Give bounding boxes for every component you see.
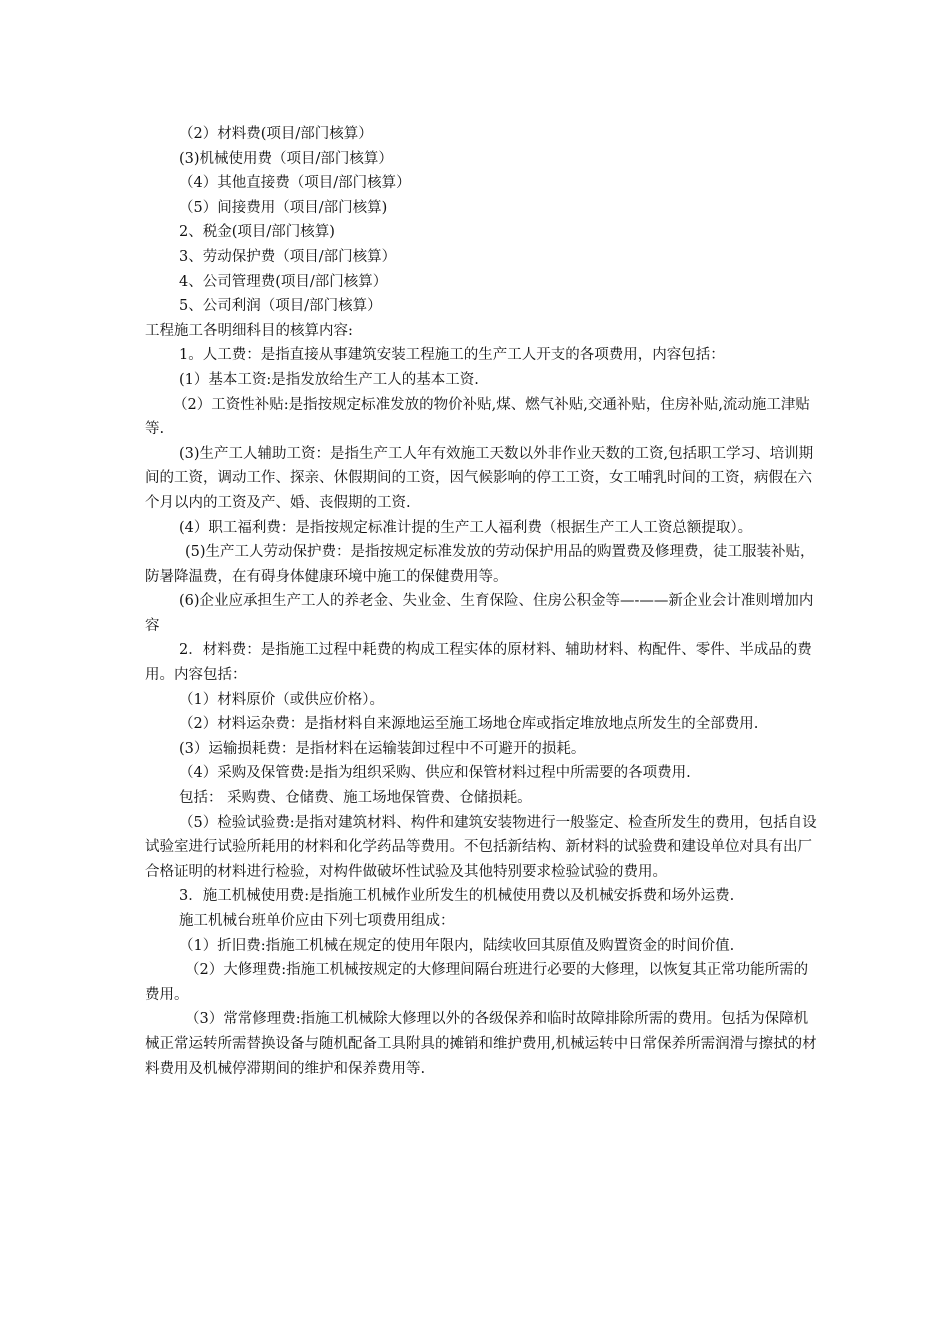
paragraph: (6)企业应承担生产工人的养老金、失业金、生育保险、住房公积金等—-——新企业会计准则增加内容 bbox=[145, 593, 814, 634]
paragraph: （2）大修理费:指施工机械按规定的大修理间隔台班进行必要的大修理，以恢复其正常功能所需的费用。 bbox=[145, 962, 809, 1003]
paragraph: (5)生产工人劳动保护费：是指按规定标准发放的劳动保护用品的购置费及修理费，徒工服装补贴，防暑降温费，在有碍身体健康环境中施工的保健费用等。 bbox=[145, 544, 815, 585]
list-item: （4）其他直接费（项目/部门核算） bbox=[179, 175, 411, 192]
paragraph: (4）职工福利费：是指按规定标准计提的生产工人福利费（根据生产工人工资总额提取）。 bbox=[179, 519, 753, 536]
paragraph: 包括： 采购费、仓储费、施工场地保管费、仓储损耗。 bbox=[179, 790, 532, 807]
paragraph: 3．施工机械使用费:是指施工机械作业所发生的机械使用费以及机械安拆费和场外运费. bbox=[179, 888, 735, 905]
list-item: 2、税金(项目/部门核算) bbox=[179, 224, 335, 241]
paragraph: 2．材料费：是指施工过程中耗费的构成工程实体的原材料、辅助材料、构配件、零件、半成品的费用。内容包括： bbox=[145, 642, 812, 684]
paragraph: 施工机械台班单价应由下列七项费用组成： bbox=[179, 913, 455, 929]
paragraph: 1。人工费：是指直接从事建筑安装工程施工的生产工人开支的各项费用，内容包括： bbox=[179, 347, 725, 364]
list-item: 4、公司管理费(项目/部门核算） bbox=[179, 273, 388, 290]
paragraph: (3）运输损耗费：是指材料在运输装卸过程中不可避开的损耗。 bbox=[179, 740, 586, 757]
list-item: 3、劳动保护费（项目/部门核算） bbox=[179, 248, 397, 265]
list-item: （5）间接费用（项目/部门核算) bbox=[179, 199, 388, 216]
list-item: 5、公司利润（项目/部门核算） bbox=[179, 298, 382, 315]
document-body bbox=[145, 122, 817, 1081]
paragraph: （1）材料原价（或供应价格）。 bbox=[179, 691, 384, 708]
paragraph: （3）常常修理费:指施工机械除大修理以外的各级保养和临时故障排除所需的费用。包括为保障机械正常运转所需替换设备与随机配备工具附具的摊销和维护费用,机械运转中日常保养所需润滑与擦拭的材料费用及机械停滞期间的维护和保养费用等. bbox=[145, 1011, 817, 1077]
paragraph: (1）基本工资:是指发放给生产工人的基本工资. bbox=[179, 371, 479, 388]
list-item: (3)机械使用费（项目/部门核算） bbox=[179, 150, 393, 167]
paragraph: （5）检验试验费:是指对建筑材料、构件和建筑安装物进行一般鉴定、检查所发生的费用，包括自设试验室进行试验所耗用的材料和化学药品等费用。不包括新结构、新材料的试验费和建设单位对具有出厂合格证明的材料进行检验，对构件做破坏性试验及其他特别要求检验试验的费用。 bbox=[145, 814, 817, 880]
paragraph: （2）工资性补贴:是指按规定标准发放的物价补贴,煤、燃气补贴,交通补贴，住房补贴,流动施工津贴等. bbox=[145, 396, 810, 438]
paragraph: （4）采购及保管费:是指为组织采购、供应和保管材料过程中所需要的各项费用. bbox=[179, 765, 691, 782]
section-heading: 工程施工各明细科目的核算内容: bbox=[145, 322, 353, 339]
paragraph: (3)生产工人辅助工资：是指生产工人年有效施工天数以外非作业天数的工资,包括职工学习、培训期间的工资，调动工作、探亲、休假期间的工资，因气候影响的停工工资，女工哺乳时间的工资，病假在六个月以内的工资及产、婚、丧假期的工资. bbox=[145, 445, 814, 511]
paragraph: （1）折旧费:指施工机械在规定的使用年限内，陆续收回其原值及购置资金的时间价值. bbox=[179, 937, 735, 954]
list-item: （2）材料费(项目/部门核算） bbox=[179, 126, 373, 142]
paragraph: （2）材料运杂费：是指材料自来源地运至施工场地仓库或指定堆放地点所发生的全部费用. bbox=[179, 716, 759, 733]
